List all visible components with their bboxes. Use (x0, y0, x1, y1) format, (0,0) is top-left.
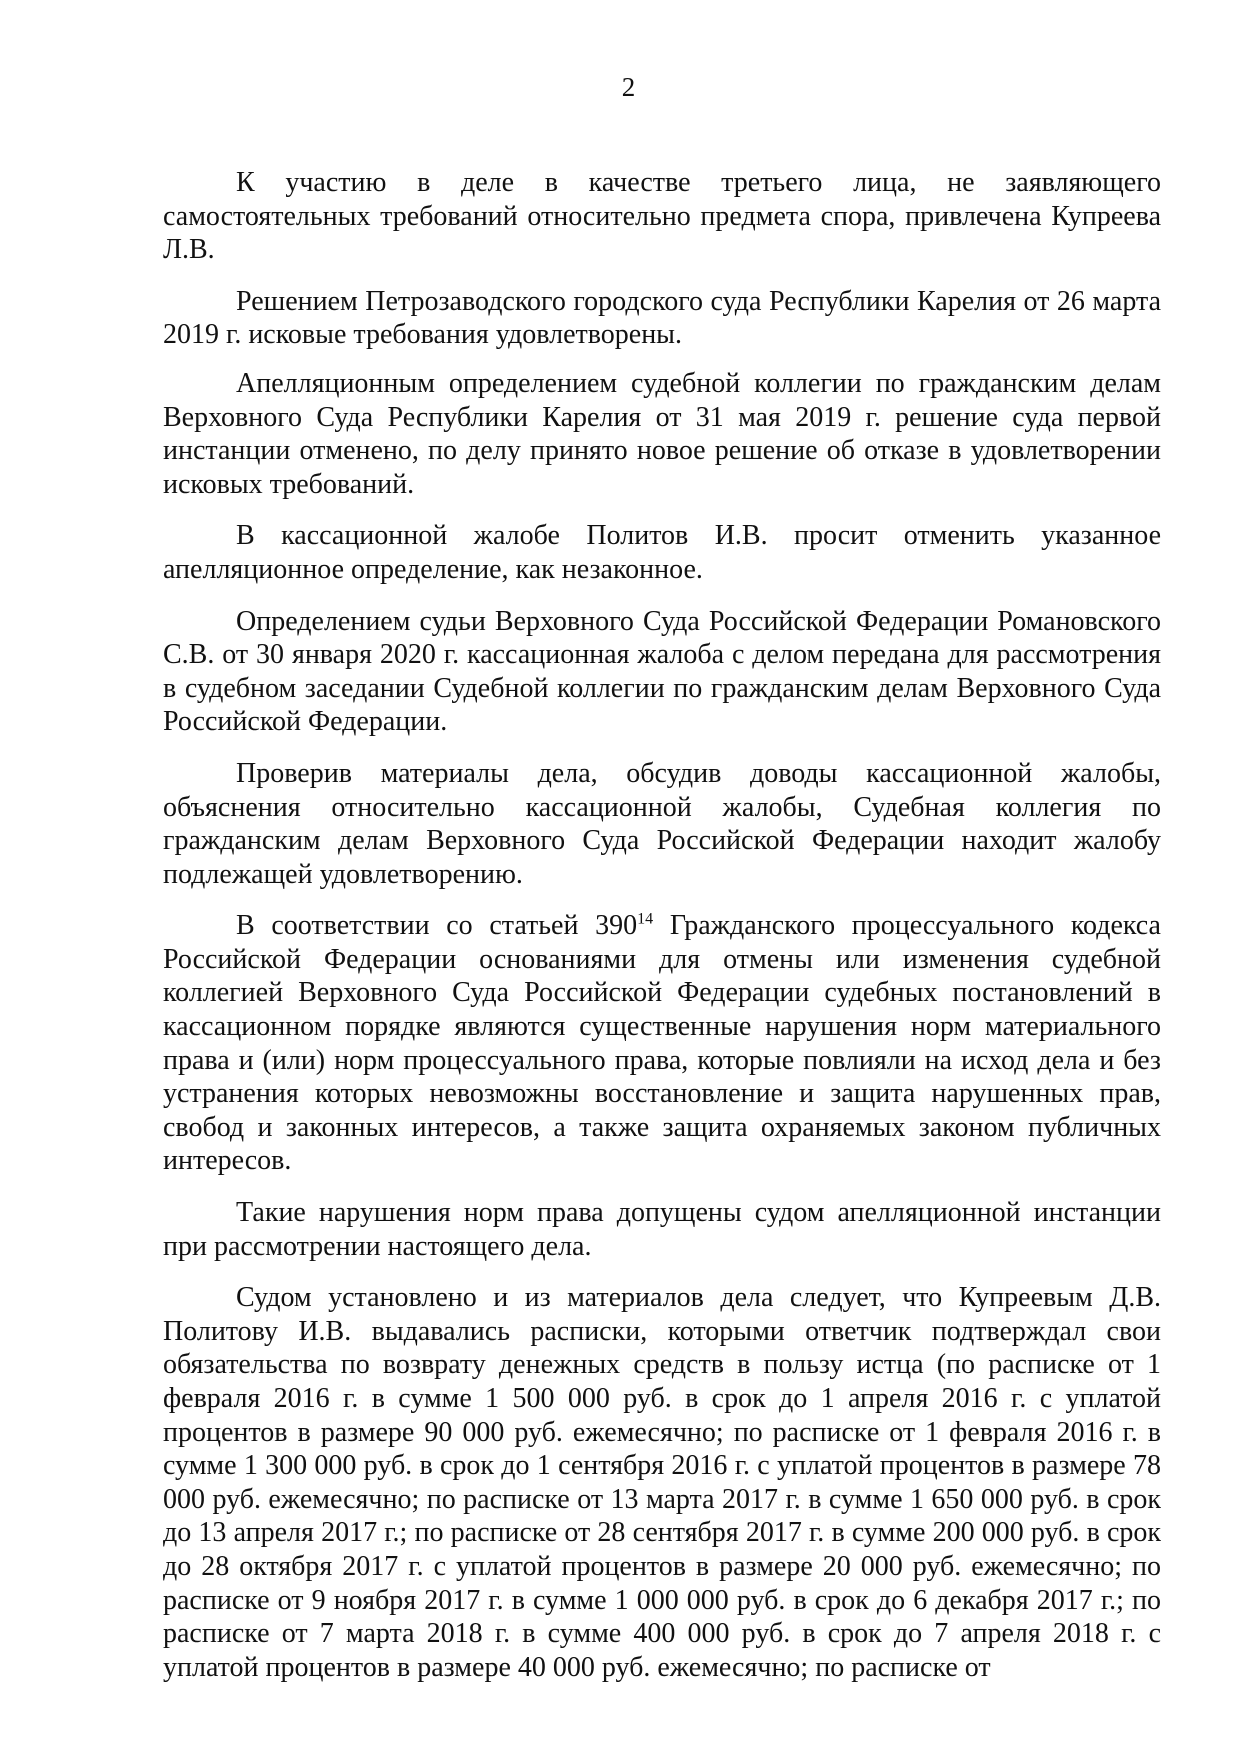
paragraph-appeal-ruling: Апелляционным определением судебной коллегии по гражданским делам Верховного Суда Республики Карелия от 31 мая 2019 г. решение суда первой инстанции отменено, по делу принято новое решение об отказе в удовлетворении исковых требований. (163, 367, 1161, 500)
paragraph-review-conclusion: Проверив материалы дела, обсудив доводы кассационной жалобы, объяснения относительно кассационной жалобы, Судебная коллегия по гражданским делам Верховного Суда Российской Федерации находит жалобу подлежащей удовлетворению. (163, 757, 1161, 890)
paragraph-third-party: К участию в деле в качестве третьего лица, не заявляющего самостоятельных требований относительно предмета спора, привлечена Купреева Л.В. (163, 167, 1161, 266)
paragraph-first-instance-decision: Решением Петрозаводского городского суда Республики Карелия от 26 марта 2019 г. исковые требования удовлетворены. (163, 285, 1161, 351)
paragraph-legal-basis (163, 909, 1161, 1178)
paragraph-violations-found: Такие нарушения норм права допущены судом апелляционной инстанции при рассмотрении настоящего дела. (163, 1197, 1161, 1262)
legal-basis-text-end: Гражданского процессуального кодекса Российской Федерации основаниями для отмены или изменения судебной коллегией Верховного Суда Российской Федерации судебных постановлений в кассационном порядке являются существенные нарушения норм материального права и (или) норм процессуального права, которые повлияли на исход дела и без устранения которых невозможны восстановление и защита нарушенных прав, свобод и законных интересов, а также защита охраняемых законом публичных интересов. (163, 910, 1161, 1177)
paragraph-referral-ruling: Определением судьи Верховного Суда Российской Федерации Романовского С.В. от 30 января 2020 г. кассационная жалоба с делом передана для рассмотрения в судебном заседании Судебной коллегии по гражданским делам Верховного Суда Российской Федерации. (163, 605, 1161, 738)
document-body (163, 166, 1161, 1702)
legal-basis-text-start: В соответствии со статьей 390 (236, 910, 638, 942)
article-superscript: 14 (637, 910, 654, 928)
page-number: 2 (621, 72, 636, 102)
paragraph-cassation-complaint: В кассационной жалобе Политов И.В. просит отменить указанное апелляционное определение, как незаконное. (163, 520, 1161, 585)
paragraph-established-facts: Судом установлено и из материалов дела следует, что Купреевым Д.В. Политову И.В. выдавались расписки, которыми ответчик подтверждал свои обязательства по возврату денежных средств в пользу истца (по расписке от 1 февраля 2016 г. в сумме 1 500 000 руб. в срок до 1 апреля 2016 г. с уплатой процентов в размере 90 000 руб. ежемесячно; по расписке от 1 февраля 2016 г. в сумме 1 300 000 руб. в срок до 1 сентября 2016 г. с уплатой процентов в размере 78 000 руб. ежемесячно; по расписке от 13 марта 2017 г. в сумме 1 650 000 руб. в срок до 13 апреля 2017 г.; по расписке от 28 сентября 2017 г. в сумме 200 000 руб. в срок до 28 октября 2017 г. с уплатой процентов в размере 20 000 руб. ежемесячно; по расписке от 9 ноября 2017 г. в сумме 1 000 000 руб. в срок до 6 декабря 2017 г.; по расписке от 7 марта 2018 г. в сумме 400 000 руб. в срок до 7 апреля 2018 г. с уплатой процентов в размере 40 000 руб. ежемесячно; по расписке от (163, 1282, 1161, 1683)
